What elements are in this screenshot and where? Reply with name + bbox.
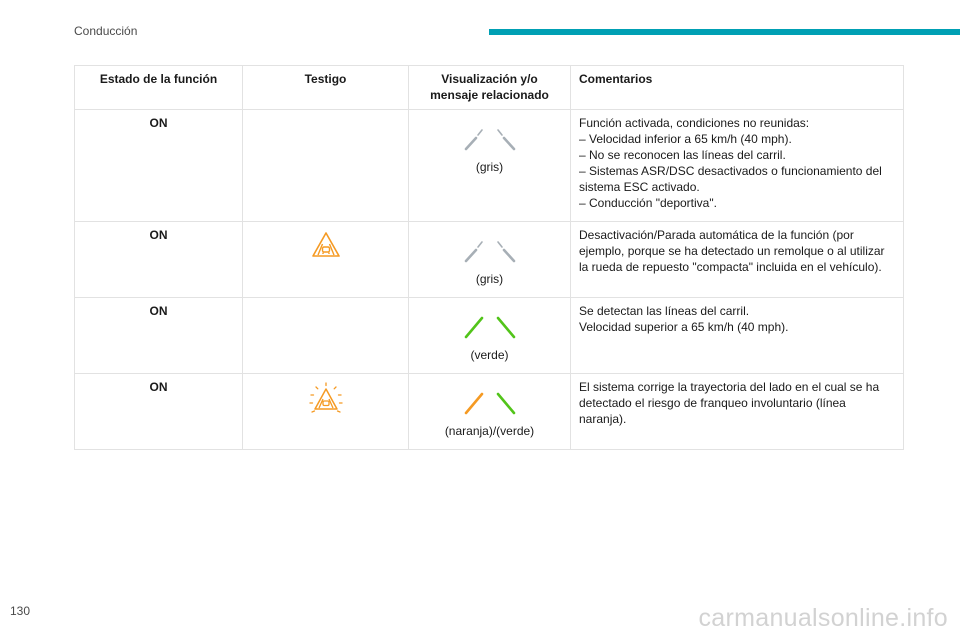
state-cell: ON xyxy=(75,374,243,450)
indicator-cell xyxy=(243,298,409,374)
comment-line: – No se reconocen las líneas del carril. xyxy=(579,148,786,162)
state-cell: ON xyxy=(75,110,243,222)
lane-lines-orange-green-icon xyxy=(460,385,520,415)
column-header-state: Estado de la función xyxy=(75,66,243,110)
display-cell xyxy=(409,110,571,222)
display-caption: (gris) xyxy=(475,160,504,174)
column-header-indicator: Testigo xyxy=(243,66,409,110)
section-accent-bar xyxy=(489,29,960,35)
comment-line: – Velocidad inferior a 65 km/h (40 mph). xyxy=(579,132,792,146)
comment-cell xyxy=(571,110,904,222)
lane-warning-flashing-icon xyxy=(308,381,344,417)
indicator-cell xyxy=(243,374,409,450)
table-row xyxy=(75,110,904,222)
comment-line: Velocidad superior a 65 km/h (40 mph). xyxy=(579,320,789,334)
left-lane-line xyxy=(466,250,476,261)
display-cell xyxy=(409,298,571,374)
right-lane-line xyxy=(504,138,514,149)
right-lane-line xyxy=(498,242,502,247)
comment-line: Desactivación/Parada automática de la función (por ejemplo, porque se ha detectado un remolque o al utilizar la rueda de repuesto "compacta" incluida en el vehículo). xyxy=(579,228,885,274)
left-lane-line xyxy=(478,242,482,247)
table-row xyxy=(75,298,904,374)
table-row xyxy=(75,374,904,450)
comment-line: Se detectan las líneas del carril. xyxy=(579,304,750,318)
lane-lines-grey-icon xyxy=(460,233,520,263)
section-title: Conducción xyxy=(74,24,138,38)
table-header-row xyxy=(75,66,904,110)
state-cell: ON xyxy=(75,298,243,374)
column-header-comments: Comentarios xyxy=(571,66,904,110)
left-lane-line xyxy=(466,318,482,337)
page-number: 130 xyxy=(10,604,31,618)
state-cell: ON xyxy=(75,222,243,298)
right-lane-line xyxy=(498,394,514,413)
right-lane-line xyxy=(498,318,514,337)
indicator-cell xyxy=(243,222,409,298)
display-cell xyxy=(409,222,571,298)
comment-line: – Sistemas ASR/DSC desactivados o funcionamiento del sistema ESC activado. xyxy=(579,164,882,194)
right-lane-line xyxy=(498,130,502,135)
column-header-display: Visualización y/o mensaje relacionado xyxy=(409,66,571,110)
left-lane-line xyxy=(466,138,476,149)
display-caption: (gris) xyxy=(475,272,504,286)
comment-line: Función activada, condiciones no reunidas: xyxy=(579,116,810,130)
comment-line: El sistema corrige la trayectoria del lado en el cual se ha detectado el riesgo de franqueo involuntario (línea naranja). xyxy=(579,380,880,426)
comment-cell xyxy=(571,298,904,374)
comment-cell xyxy=(571,374,904,450)
lane-warning-icon xyxy=(310,229,342,261)
right-lane-line xyxy=(504,250,514,261)
lane-lines-green-icon xyxy=(460,309,520,339)
left-lane-line xyxy=(466,394,482,413)
left-lane-line xyxy=(478,130,482,135)
comment-cell xyxy=(571,222,904,298)
lane-lines-grey-icon xyxy=(460,121,520,151)
indicator-cell xyxy=(243,110,409,222)
display-caption: (naranja)/(verde) xyxy=(444,424,535,438)
watermark: carmanualsonline.info xyxy=(698,604,948,632)
display-caption: (verde) xyxy=(470,348,509,362)
display-cell xyxy=(409,374,571,450)
function-status-table xyxy=(74,65,904,450)
comment-line: – Conducción "deportiva". xyxy=(579,196,717,210)
table-row xyxy=(75,222,904,298)
